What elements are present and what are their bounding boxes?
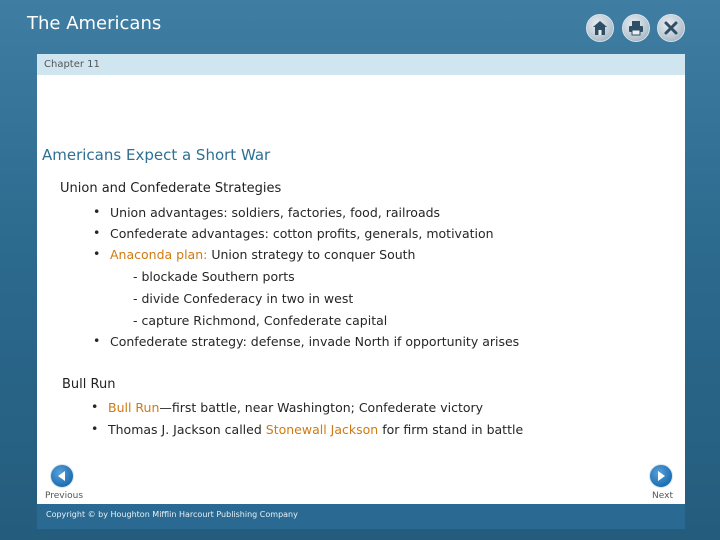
list-item: [93, 204, 441, 220]
section-heading-bull-run: Bull Run: [62, 377, 116, 392]
bullet-icon: •: [91, 421, 99, 436]
term-highlight: Bull Run: [108, 400, 160, 415]
print-icon: [627, 19, 645, 37]
bullet-text: for firm stand in battle: [378, 422, 524, 437]
app-title: The Americans: [27, 13, 162, 34]
list-item: [91, 399, 484, 415]
list-item: [93, 333, 520, 349]
list-item: [93, 225, 494, 241]
bullet-text: Union strategy to conquer South: [207, 247, 416, 262]
next-button[interactable]: [649, 464, 673, 488]
list-item: [91, 421, 524, 437]
term-highlight: Stonewall Jackson: [265, 422, 379, 437]
bullet-text: Confederate advantages: cotton profits, generals, motivation: [110, 226, 494, 241]
close-icon: [662, 19, 680, 37]
previous-label[interactable]: Previous: [45, 491, 84, 501]
bullet-icon: •: [93, 225, 101, 240]
copyright-text: Copyright © by Houghton Mifflin Harcourt Publishing Company: [46, 510, 298, 519]
section-heading-strategies: Union and Confederate Strategies: [60, 181, 282, 196]
sub-item: - capture Richmond, Confederate capital: [133, 313, 388, 328]
bullet-text: —first battle, near Washington; Confederate victory: [159, 400, 484, 415]
bullet-icon: •: [93, 246, 101, 261]
bullet-icon: •: [93, 204, 101, 219]
bullet-text: Thomas J. Jackson called: [108, 422, 266, 437]
arrow-right-icon: [654, 469, 668, 483]
bullet-icon: •: [93, 333, 101, 348]
bullet-text: Union advantages: soldiers, factories, food, railroads: [110, 205, 441, 220]
sub-item: - divide Confederacy in two in west: [133, 291, 354, 306]
arrow-left-icon: [55, 469, 69, 483]
close-button[interactable]: [657, 14, 685, 42]
list-item: [93, 246, 416, 262]
chapter-bar: [37, 54, 685, 75]
previous-button[interactable]: [50, 464, 74, 488]
bullet-text: Confederate strategy: defense, invade North if opportunity arises: [110, 334, 520, 349]
slide-content: [37, 54, 685, 529]
footer: [37, 504, 685, 529]
chapter-label: Chapter 11: [44, 59, 100, 70]
home-icon: [591, 19, 609, 37]
sub-item: - blockade Southern ports: [133, 269, 295, 284]
print-button[interactable]: [622, 14, 650, 42]
next-label[interactable]: Next: [652, 491, 673, 501]
bullet-icon: •: [91, 399, 99, 414]
slide-title: Americans Expect a Short War: [42, 146, 271, 164]
term-highlight: Anaconda plan:: [110, 247, 208, 262]
home-button[interactable]: [586, 14, 614, 42]
